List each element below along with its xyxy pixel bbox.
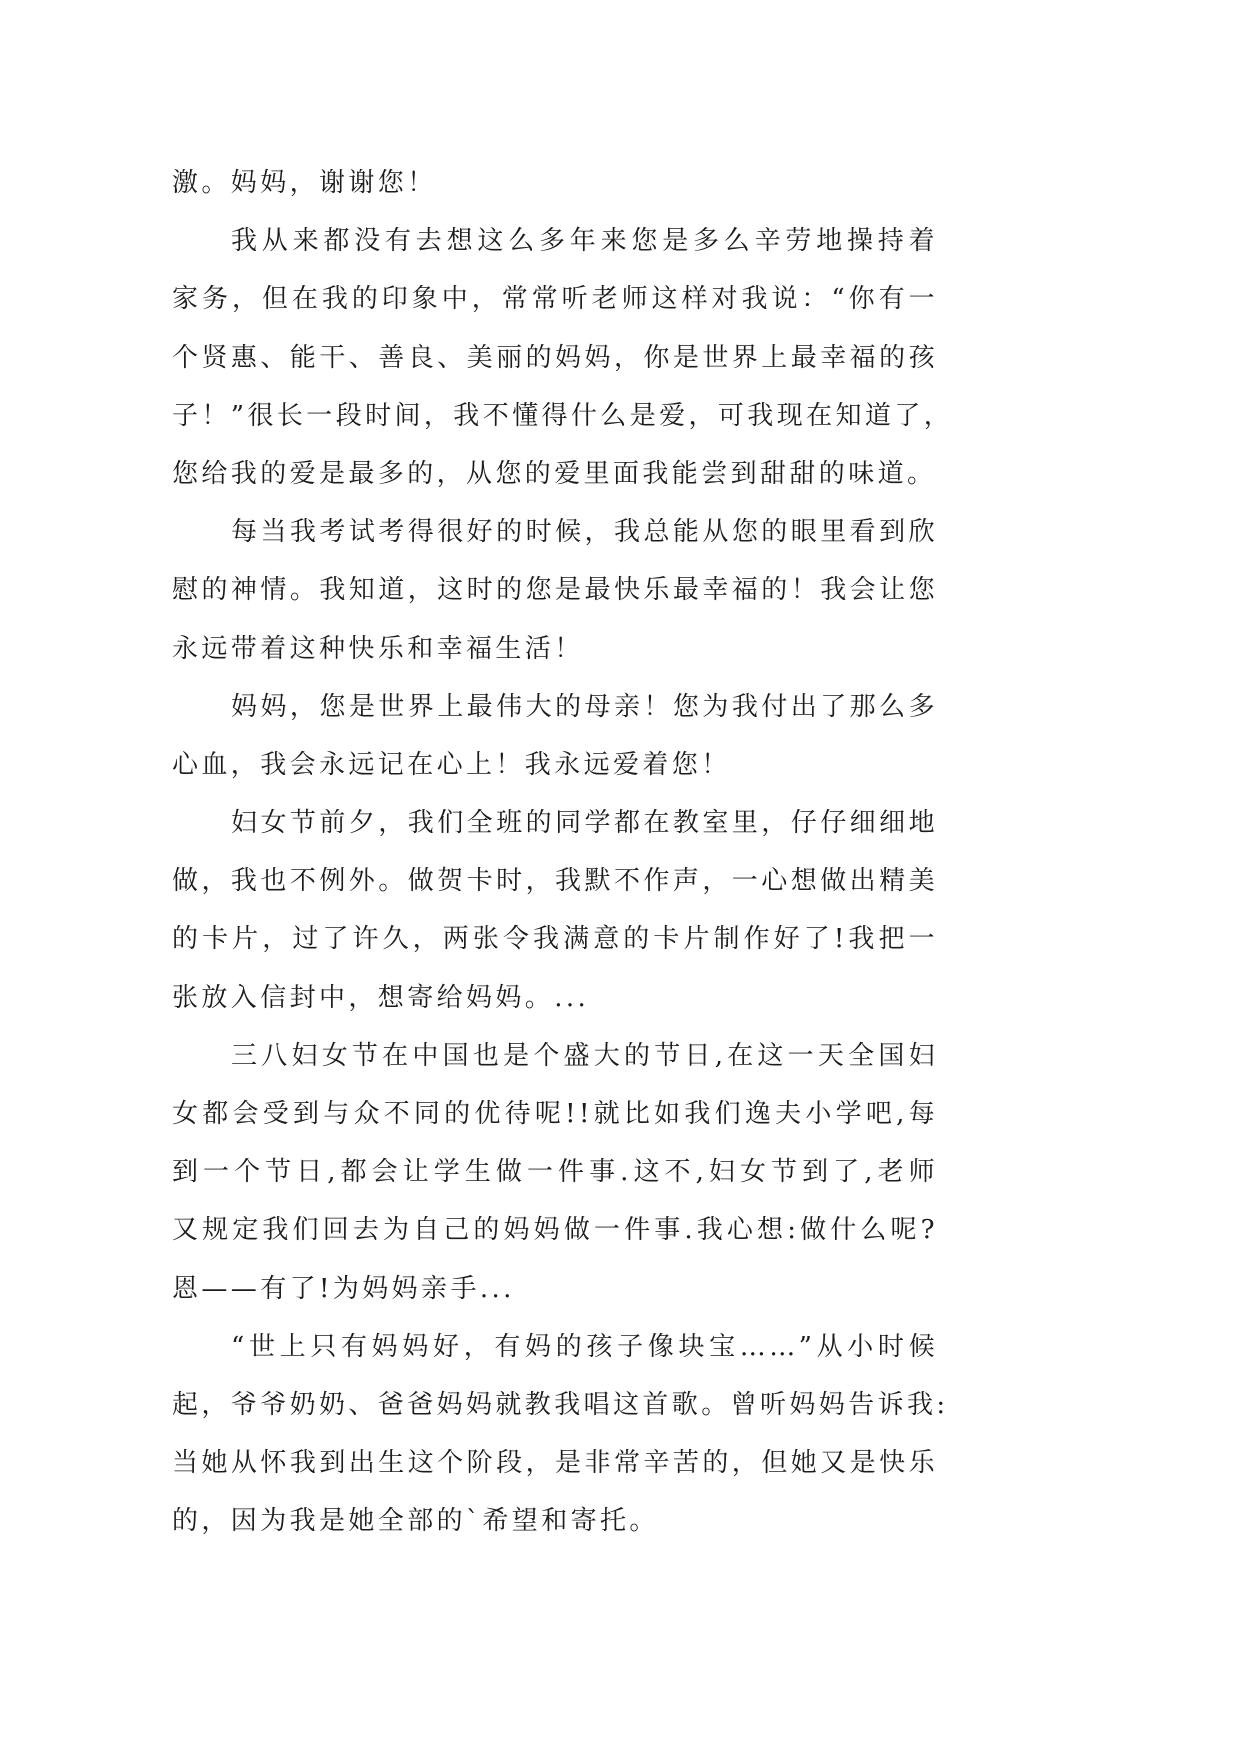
- text-line: 的，因为我是她全部的`希望和寄托。: [172, 1506, 659, 1537]
- text-line: 女都会受到与众不同的优待呢!!就比如我们逸夫小学吧,每: [172, 1099, 938, 1129]
- text-line: 到一个节日,都会让学生做一件事.这不,妇女节到了,老师: [172, 1157, 938, 1188]
- paragraph: [172, 678, 972, 794]
- text-line: 激。妈妈，谢谢您！: [172, 168, 437, 198]
- paragraph: [172, 794, 972, 1027]
- paragraph: [172, 1027, 972, 1318]
- text-line: 永远带着这种快乐和幸福生活！: [172, 633, 584, 664]
- paragraph: [172, 212, 972, 503]
- text-line: 张放入信封中，想寄给妈妈。...: [172, 982, 590, 1013]
- text-line: 起，爷爷奶奶、爸爸妈妈就教我唱这首歌。曾听妈妈告诉我:: [172, 1389, 949, 1420]
- text-line: 心血，我会永远记在心上！我永远爱着您！: [172, 749, 731, 780]
- text-line: 当她从怀我到出生这个阶段，是非常辛苦的，但她又是快乐: [172, 1448, 938, 1479]
- body-text: [172, 154, 972, 1551]
- text-line: “世上只有妈妈好，有妈的孩子像块宝……”从小时候: [231, 1331, 938, 1362]
- text-line: 每当我考试考得很好的时候，我总能从您的眼里看到欣: [231, 517, 938, 548]
- text-line: 慰的神情。我知道，这时的您是最快乐最幸福的！我会让您: [172, 575, 938, 606]
- text-line: 妇女节前夕，我们全班的同学都在教室里，仔仔细细地: [231, 808, 938, 839]
- text-line: 妈妈，您是世界上最伟大的母亲！您为我付出了那么多: [231, 691, 938, 722]
- paragraph: [172, 1318, 972, 1551]
- text-line: 做，我也不例外。做贺卡时，我默不作声，一心想做出精美: [172, 866, 938, 897]
- paragraph: [172, 503, 972, 678]
- text-line: 个贤惠、能干、善良、美丽的妈妈，你是世界上最幸福的孩: [172, 342, 938, 373]
- text-line: 我从来都没有去想这么多年来您是多么辛劳地操持着: [231, 226, 938, 257]
- text-line: 您给我的爱是最多的，从您的爱里面我能尝到甜甜的味道。: [172, 458, 937, 489]
- text-line: 子！”很长一段时间，我不懂得什么是爱，可我现在知道了，: [172, 400, 954, 431]
- paragraph: [172, 154, 972, 212]
- text-line: 家务，但在我的印象中，常常听老师这样对我说：“你有一: [172, 284, 938, 315]
- text-line: 的卡片，过了许久，两张令我满意的卡片制作好了!我把一: [172, 924, 938, 955]
- text-line: 三八妇女节在中国也是个盛大的节日,在这一天全国妇: [231, 1040, 938, 1071]
- text-line: 又规定我们回去为自己的妈妈做一件事.我心想:做什么呢?: [172, 1215, 938, 1246]
- text-line: 恩——有了!为妈妈亲手...: [172, 1273, 515, 1304]
